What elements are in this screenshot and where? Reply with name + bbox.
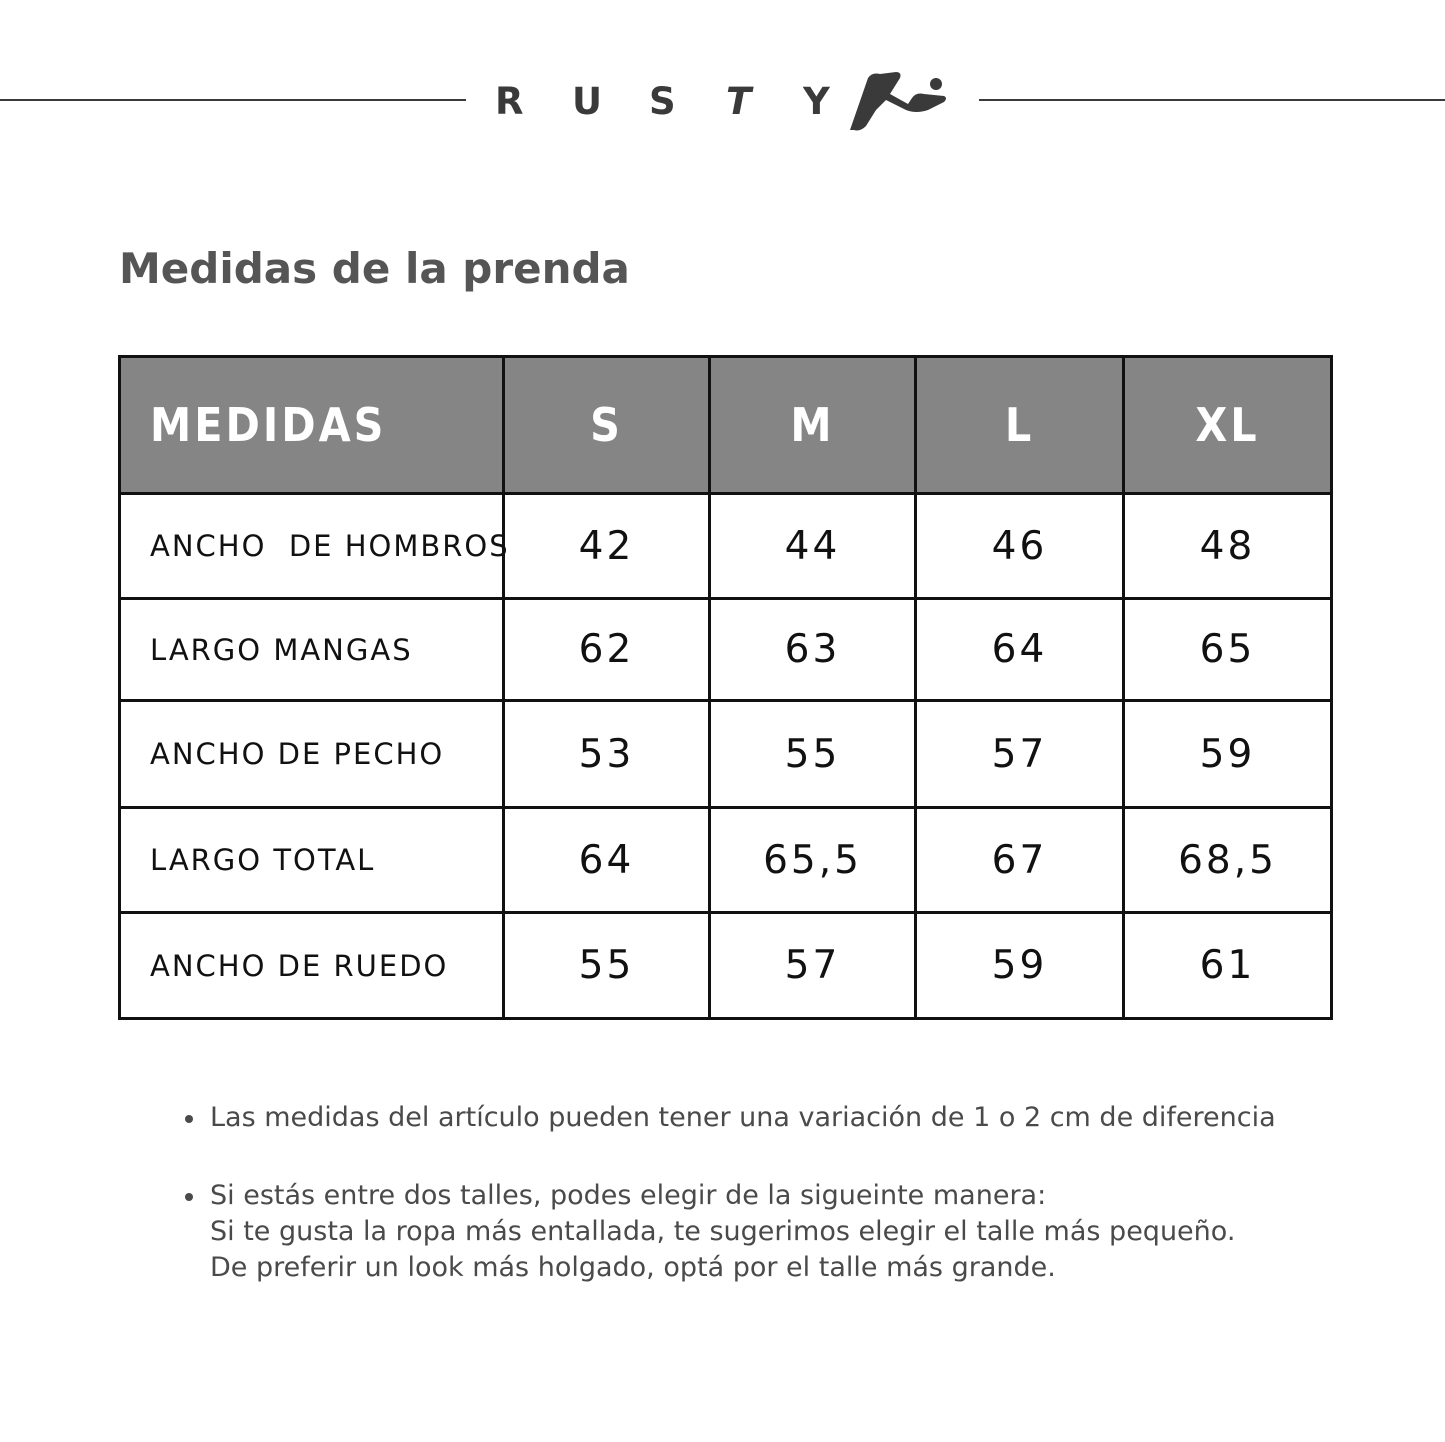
table-cell: 57 [710,913,916,1019]
row-label: LARGO MANGAS [120,599,504,701]
table-cell: 44 [710,494,916,599]
header-rule-right [979,99,1445,101]
table-cell: 42 [504,494,710,599]
brand-letter: T [726,79,752,123]
brand-wordmark [495,78,880,124]
note-item [183,1178,1276,1286]
brand-letter: Y [803,79,830,123]
note-line: De preferir un look más holgado, optá por el talle más grande. [210,1252,1056,1283]
page-title: Medidas de la prenda [119,244,630,293]
table-cell: 68,5 [1124,808,1332,913]
table-header-row [120,357,1332,494]
table-cell: 62 [504,599,710,701]
table-cell: 46 [916,494,1124,599]
table-cell: 64 [916,599,1124,701]
table-cell: 59 [916,913,1124,1019]
column-header-size: XL [1124,357,1332,494]
table-cell: 59 [1124,701,1332,808]
table-row [120,913,1332,1019]
row-label: LARGO TOTAL [120,808,504,913]
size-chart-table [118,355,1333,1020]
table-cell: 65 [1124,599,1332,701]
column-header-size: S [504,357,710,494]
note-line: Si estás entre dos talles, podes elegir de la sigueinte manera: [210,1180,1047,1211]
column-header-medidas: MEDIDAS [120,357,504,494]
table-cell: 53 [504,701,710,808]
table-cell: 64 [504,808,710,913]
table-row [120,808,1332,913]
table-cell: 61 [1124,913,1332,1019]
header-rule-left [0,99,466,101]
note-item [183,1100,1276,1136]
table-cell: 48 [1124,494,1332,599]
table-cell: 57 [916,701,1124,808]
brand-letter: S [649,79,676,123]
brand-letter: R [495,79,524,123]
table-cell: 55 [504,913,710,1019]
rusty-logo-icon [846,70,950,132]
table-row [120,701,1332,808]
row-label: ANCHO DE RUEDO [120,913,504,1019]
column-header-size: L [916,357,1124,494]
table-cell: 67 [916,808,1124,913]
table-cell: 63 [710,599,916,701]
note-line: Si te gusta la ropa más entallada, te sugerimos elegir el talle más pequeño. [210,1216,1236,1247]
table-cell: 65,5 [710,808,916,913]
brand-letter: U [572,79,603,123]
note-line: Las medidas del artículo pueden tener una variación de 1 o 2 cm de diferencia [210,1102,1276,1133]
row-label: ANCHO DE HOMBROS [120,494,504,599]
notes-list [183,1100,1276,1328]
table-row [120,599,1332,701]
column-header-size: M [710,357,916,494]
row-label: ANCHO DE PECHO [120,701,504,808]
table-row [120,494,1332,599]
table-cell: 55 [710,701,916,808]
